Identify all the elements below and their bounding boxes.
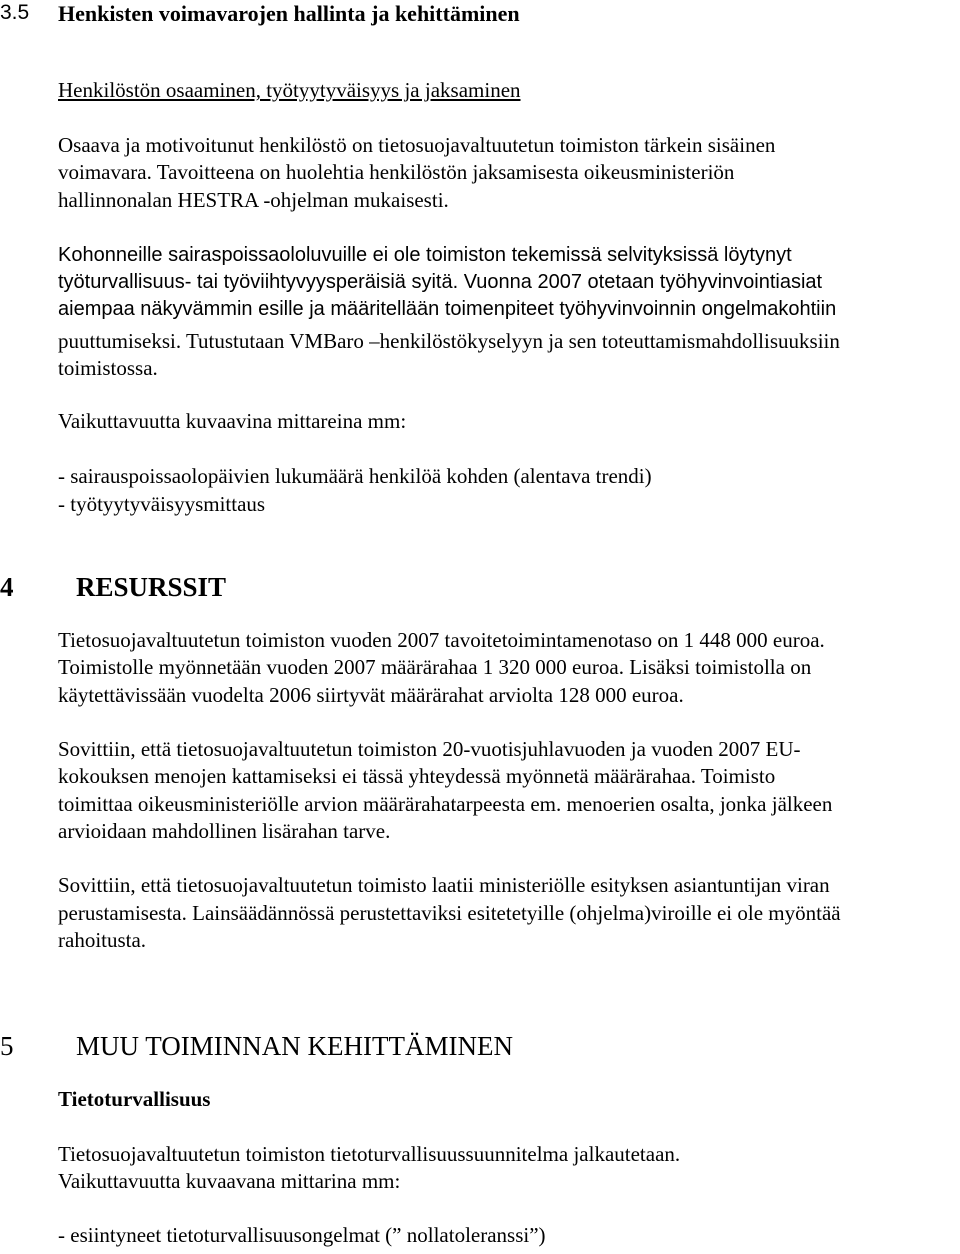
paragraph-line: Tietosuojavaltuutetun toimiston vuoden 2007 tavoitetoimintamenotaso on 1 448 000 euroa. bbox=[58, 628, 825, 652]
paragraph-line: kokouksen menojen kattamiseksi ei tässä yhteydessä myönnetä määrärahaa. Toimisto bbox=[58, 764, 776, 788]
metric-item: - työtyytyväisyysmittaus bbox=[58, 492, 266, 516]
paragraph-line: voimavara. Tavoitteena on huolehtia henkilöstön jaksamisesta oikeusministeriön bbox=[58, 160, 735, 184]
section-5-title: MUU TOIMINNAN KEHITTÄMINEN bbox=[76, 1031, 513, 1061]
paragraph-line: hallinnonalan HESTRA -ohjelman mukaisesti. bbox=[58, 188, 449, 212]
paragraph-line: rahoitusta. bbox=[58, 928, 147, 952]
metric-item: - esiintyneet tietoturvallisuusongelmat (” nollatoleranssi”) bbox=[58, 1223, 546, 1247]
paragraph-line: toimittaa oikeusministeriölle arvion määrärahatarpeesta em. menoerien osalta, jonka jälkeen bbox=[58, 792, 833, 816]
paragraph-line: aiempaa näkyvämmin esille ja määritellään toimenpiteet työhyvinvoinnin ongelmakohtiin bbox=[58, 298, 837, 320]
paragraph-line: Toimistolle myönnetään vuoden 2007 määrärahaa 1 320 000 euroa. Lisäksi toimistolla on bbox=[58, 655, 812, 679]
metric-item: - sairauspoissaolopäivien lukumäärä henkilöä kohden (alentava trendi) bbox=[58, 464, 652, 488]
paragraph-text: työturvallisuus- tai työviihtyvyysperäisiä syitä. bbox=[58, 271, 459, 293]
paragraph-line: Osaava ja motivoitunut henkilöstö on tietosuojavaltuutetun toimiston tärkein sisäinen bbox=[58, 133, 776, 157]
section-3-5-number: 3.5 bbox=[0, 1, 30, 24]
paragraph-line: arvioidaan mahdollinen lisärahan tarve. bbox=[58, 819, 391, 843]
paragraph-line: puuttumiseksi. Tutustutaan VMBaro –henkilöstökyselyyn ja sen toteuttamismahdollisuuksiin bbox=[58, 329, 840, 353]
subheading-staff-wellbeing: Henkilöstön osaaminen, työtyytyväisyys ja jaksaminen bbox=[58, 78, 521, 102]
section-5-number: 5 bbox=[0, 1031, 14, 1061]
metrics-label: Vaikuttavuutta kuvaavina mittareina mm: bbox=[58, 409, 407, 433]
paragraph-line: Kohonneille sairaspoissaololuvuille ei ole toimiston tekemissä selvityksissä löytynyt bbox=[58, 244, 792, 266]
section-4-title: RESURSSIT bbox=[76, 572, 227, 602]
subheading-information-security: Tietoturvallisuus bbox=[58, 1087, 211, 1111]
paragraph-line: Vaikuttavuutta kuvaavana mittarina mm: bbox=[58, 1169, 401, 1193]
paragraph-line: Sovittiin, että tietosuojavaltuutetun toimiston 20-vuotisjuhlavuoden ja vuoden 2007 EU- bbox=[58, 737, 801, 761]
section-3-5-title: Henkisten voimavarojen hallinta ja kehittäminen bbox=[58, 1, 520, 26]
paragraph-line bbox=[58, 271, 822, 294]
paragraph-line: Sovittiin, että tietosuojavaltuutetun toimisto laatii ministeriölle esityksen asiantuntijan viran bbox=[58, 873, 830, 897]
paragraph-text: Vuonna 2007 otetaan työhyvinvointiasiat bbox=[458, 271, 823, 293]
paragraph-line: toimistossa. bbox=[58, 356, 158, 380]
paragraph-line: Tietosuojavaltuutetun toimiston tietoturvallisuussuunnitelma jalkautetaan. bbox=[58, 1142, 681, 1166]
paragraph-line: perustamisesta. Lainsäädännössä perustettaviksi esitetetyille (ohjelma)viroille ei ole myöntää bbox=[58, 901, 841, 925]
section-4-number: 4 bbox=[0, 572, 14, 602]
paragraph-line: käytettävissään vuodelta 2006 siirtyvät määrärahat arviolta 128 000 euroa. bbox=[58, 683, 684, 707]
